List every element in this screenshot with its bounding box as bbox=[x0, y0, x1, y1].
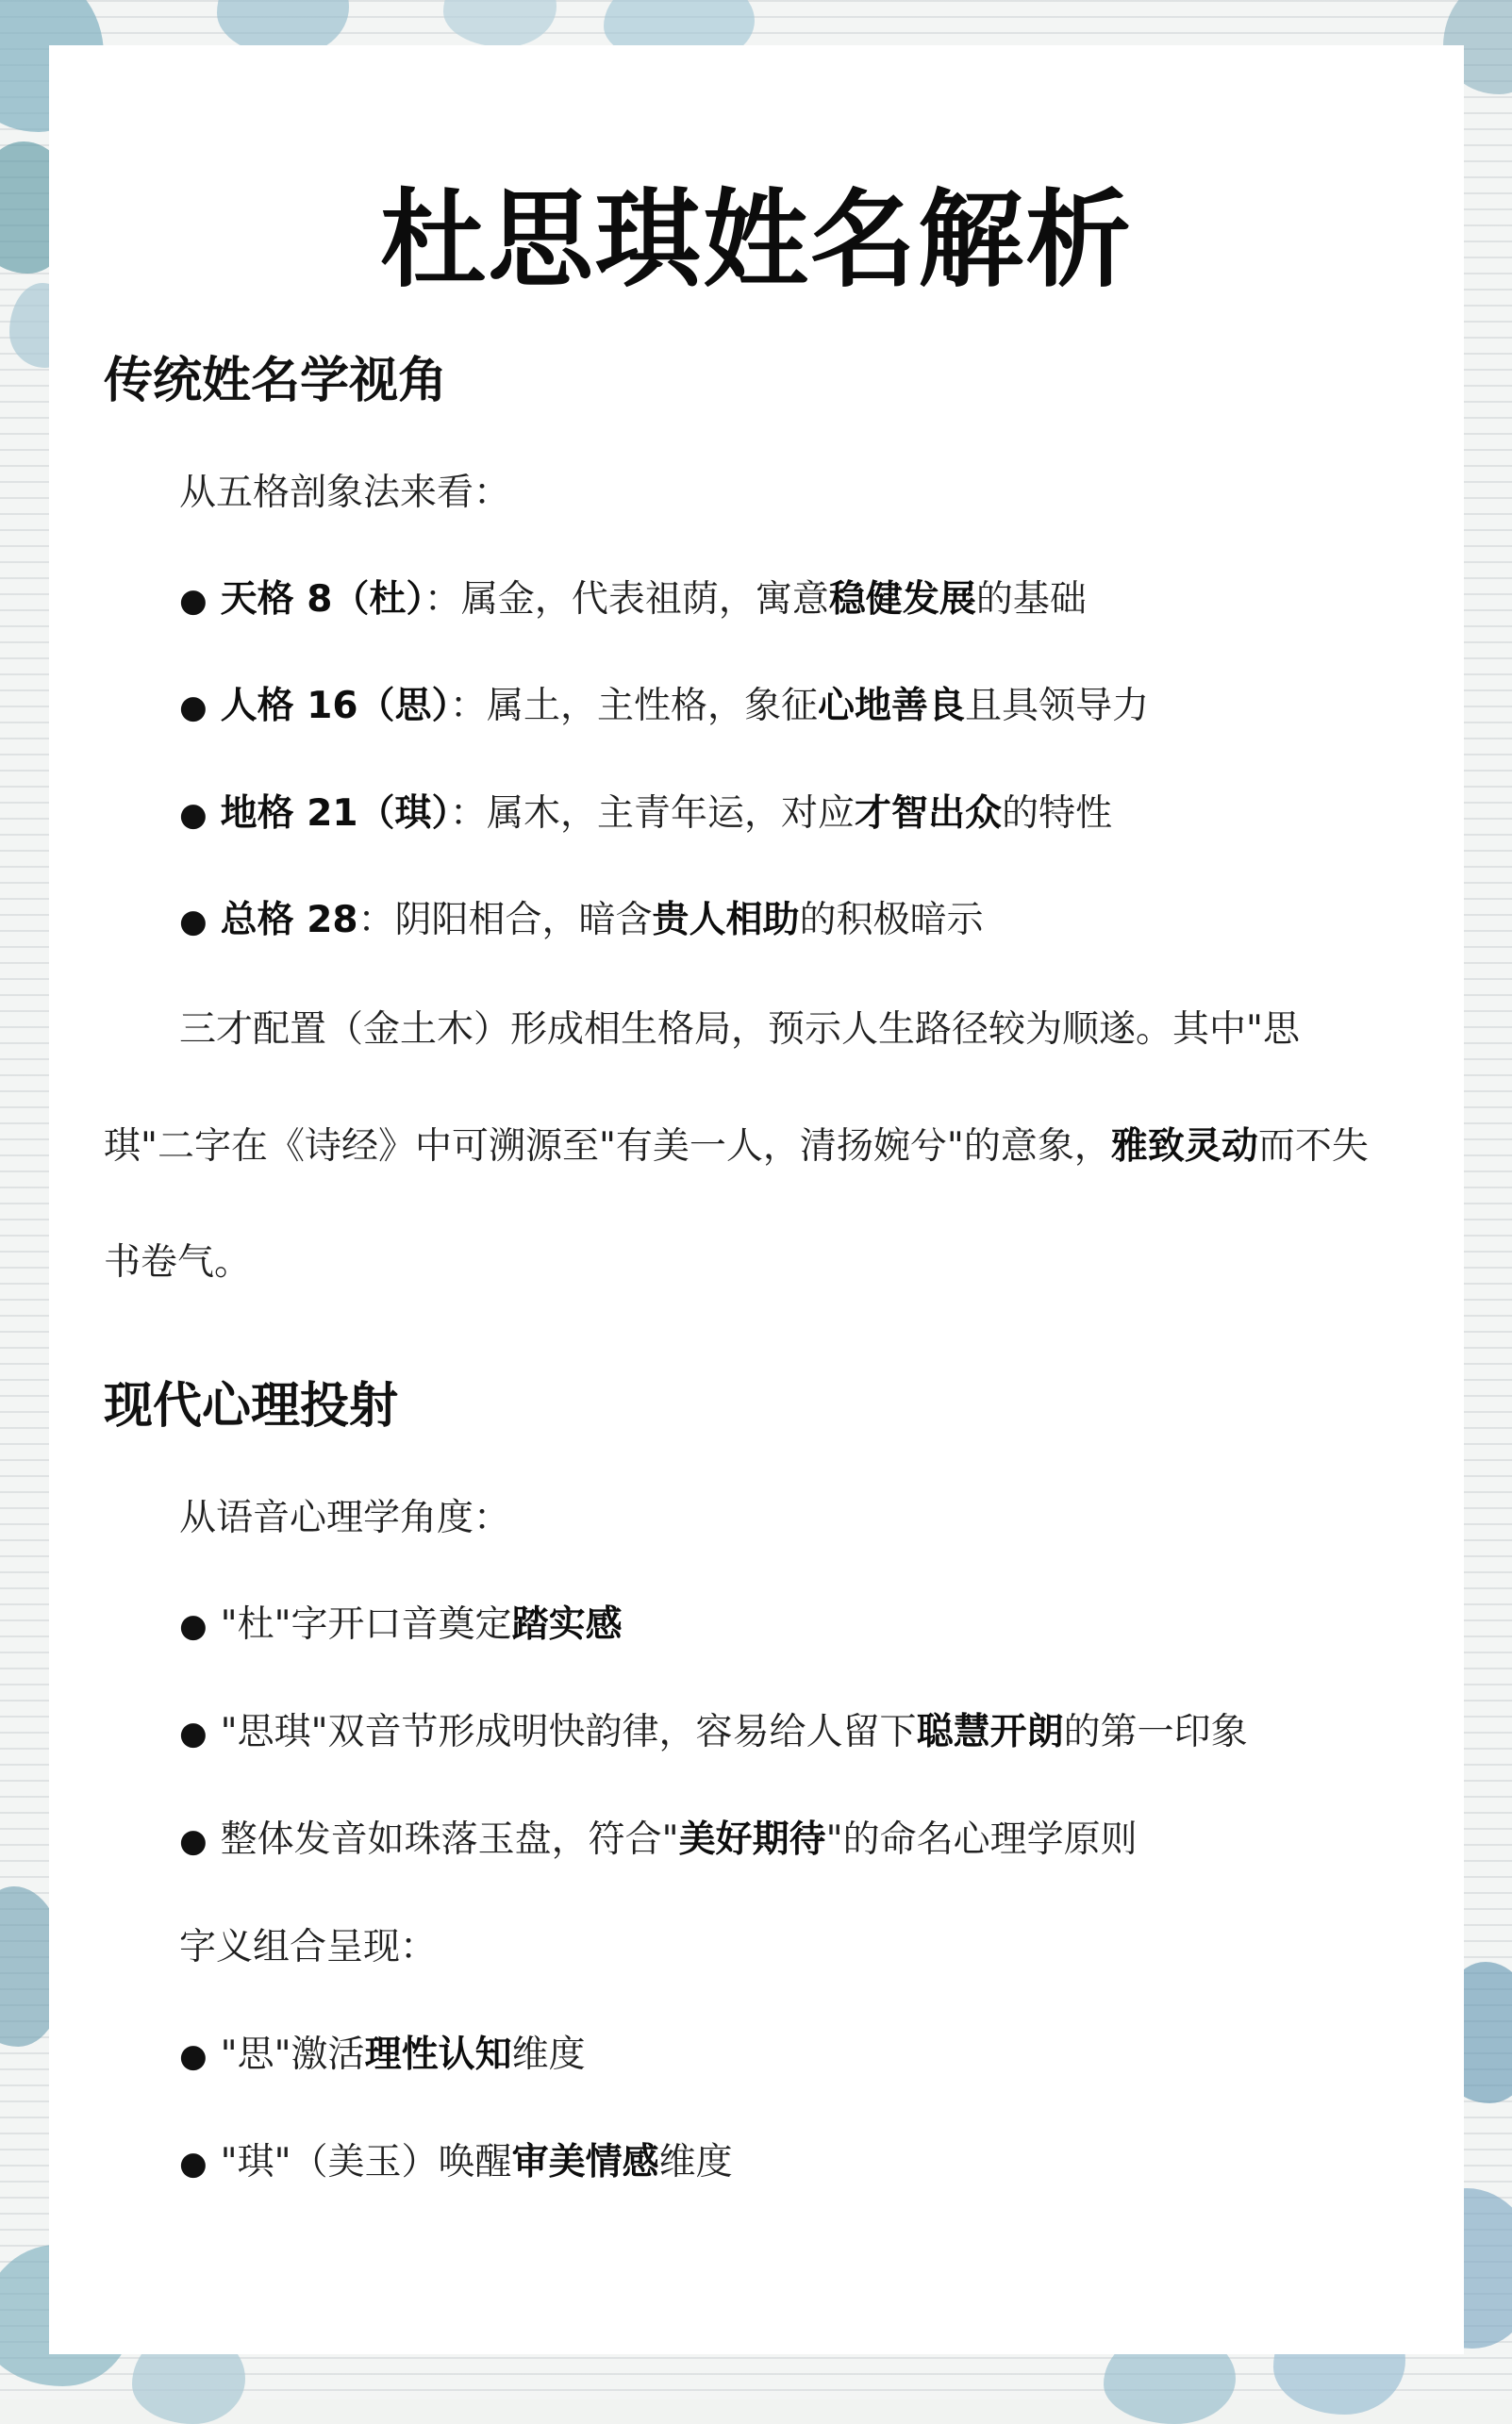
bullet-icon: ● bbox=[179, 2037, 208, 2075]
section-intro: 从语音心理学角度： bbox=[179, 1497, 511, 1539]
bullet-icon: ● bbox=[179, 689, 208, 726]
paragraph-line: 三才配置（金土木）形成相生格局，预示人生路径较为顺遂。其中"思 bbox=[179, 1008, 1300, 1051]
list-item: ● 整体发音如珠落玉盘，符合"美好期待"的命名心理学原则 bbox=[179, 1818, 1138, 1861]
page-title: 杜思琪姓名解析 bbox=[380, 179, 1133, 302]
bullet-icon: ● bbox=[179, 903, 208, 940]
list-item: ● "思"激活理性认知维度 bbox=[179, 2034, 586, 2076]
list-item: ● "琪"（美玉）唤醒审美情感维度 bbox=[179, 2141, 733, 2183]
list-item: ● 总格 28：阴阳相合，暗含贵人相助的积极暗示 bbox=[179, 899, 984, 941]
section-heading-traditional: 传统姓名学视角 bbox=[104, 353, 448, 409]
list-item: ● 人格 16（思）：属土，主性格，象征心地善良且具领导力 bbox=[179, 685, 1150, 727]
bullet-icon: ● bbox=[179, 1715, 208, 1752]
bullet-icon: ● bbox=[179, 1822, 208, 1860]
bullet-icon: ● bbox=[179, 2145, 208, 2183]
bullet-icon: ● bbox=[179, 582, 208, 620]
section-intro: 字义组合呈现： bbox=[179, 1926, 438, 1968]
list-item: ● 地格 21（琪）：属木，主青年运，对应才智出众的特性 bbox=[179, 792, 1113, 835]
bullet-icon: ● bbox=[179, 796, 208, 834]
section-intro: 从五格剖象法来看： bbox=[179, 472, 511, 514]
paragraph-line: 琪"二字在《诗经》中可溯源至"有美一人，清扬婉兮"的意象，雅致灵动而不失 bbox=[104, 1125, 1369, 1168]
paragraph-line: 书卷气。 bbox=[104, 1241, 252, 1284]
list-item: ● "杜"字开口音奠定踏实感 bbox=[179, 1603, 623, 1646]
content-card bbox=[49, 45, 1464, 2354]
list-item: ● "思琪"双音节形成明快韵律，容易给人留下聪慧开朗的第一印象 bbox=[179, 1711, 1248, 1753]
list-item: ● 天格 8（杜）：属金，代表祖荫，寓意稳健发展的基础 bbox=[179, 578, 1087, 621]
section-heading-modern: 现代心理投射 bbox=[104, 1378, 399, 1435]
bullet-icon: ● bbox=[179, 1607, 208, 1645]
